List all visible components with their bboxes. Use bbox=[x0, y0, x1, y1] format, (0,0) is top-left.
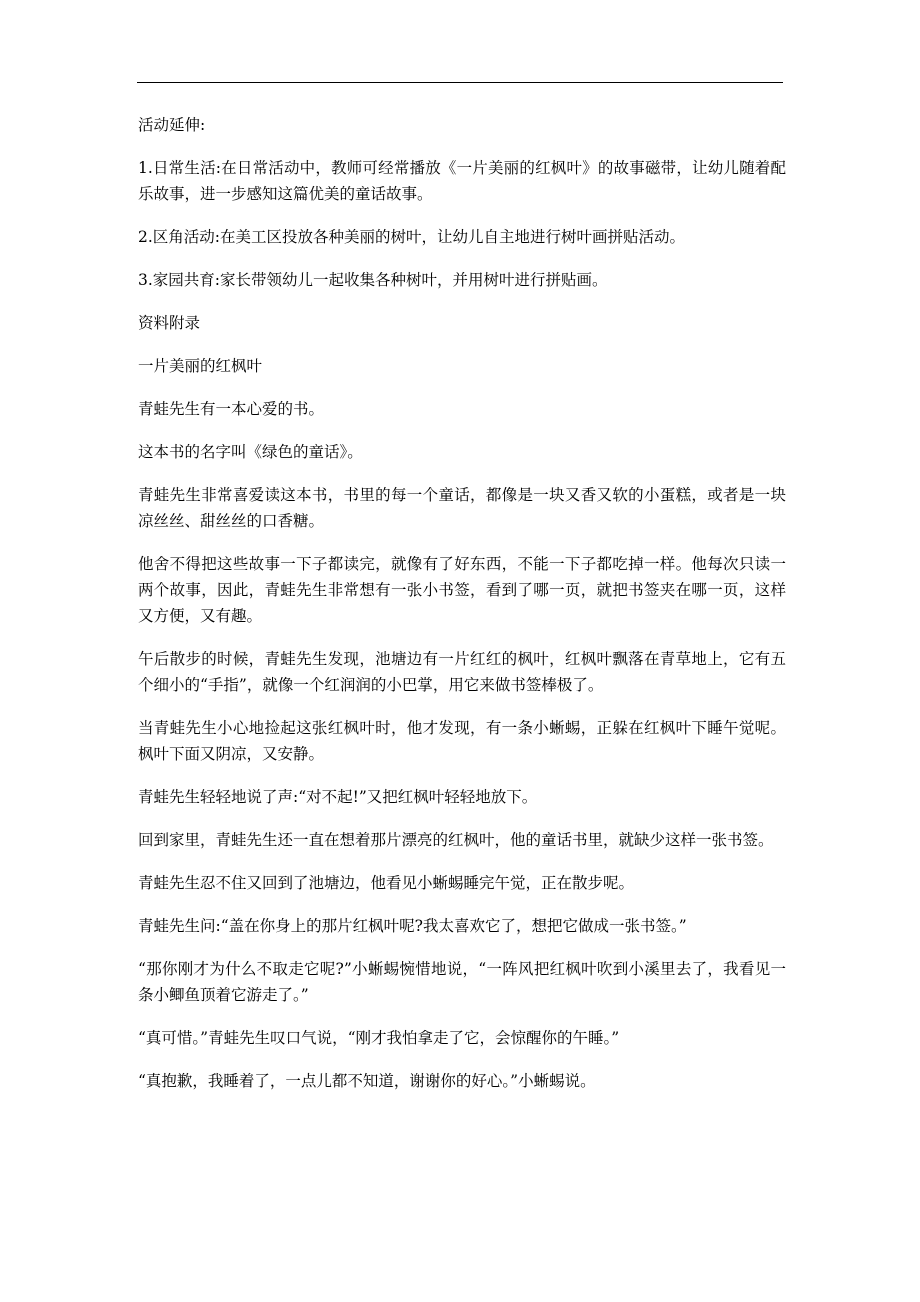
story-paragraph: 青蛙先生有一本心爱的书。 bbox=[138, 400, 325, 418]
story-paragraph: 青蛙先生轻轻地说了声:“对不起!”又把红枫叶轻轻地放下。 bbox=[138, 788, 538, 806]
story-paragraph: “那你刚才为什么不取走它呢?”小蜥蜴惋惜地说，“一阵风把红枫叶吹到小溪里去了，我看见一条小鲫鱼顶着它游走了。” bbox=[138, 960, 786, 1004]
section-heading-appendix: 资料附录 bbox=[138, 314, 201, 332]
story-paragraph: 回到家里，青蛙先生还一直在想着那片漂亮的红枫叶，他的童话书里，就缺少这样一张书签。 bbox=[138, 831, 774, 849]
story-paragraph: 青蛙先生忍不住又回到了池塘边，他看见小蜥蜴睡完午觉，正在散步呢。 bbox=[138, 874, 635, 892]
story-paragraph: “真可惜。”青蛙先生叹口气说，“刚才我怕拿走了它，会惊醒你的午睡。” bbox=[138, 1029, 620, 1047]
section-heading-activity-extension: 活动延伸: bbox=[138, 116, 206, 134]
story-paragraph: “真抱歉，我睡着了，一点儿都不知道，谢谢你的好心。”小蜥蜴说。 bbox=[138, 1072, 596, 1090]
story-paragraph: 青蛙先生非常喜爱读这本书，书里的每一个童话，都像是一块又香又软的小蛋糕，或者是一块凉丝丝、甜丝丝的口香糖。 bbox=[138, 486, 786, 530]
paragraph-corner-activity: 2.区角活动:在美工区投放各种美丽的树叶，让幼儿自主地进行树叶画拼贴活动。 bbox=[138, 228, 686, 246]
story-paragraph: 他舍不得把这些故事一下子都读完，就像有了好东西，不能一下子都吃掉一样。他每次只读一两个故事，因此，青蛙先生非常想有一张小书签，看到了哪一页，就把书签夹在哪一页，这样又方便，又有趣。 bbox=[138, 555, 786, 625]
story-paragraph: 青蛙先生问:“盖在你身上的那片红枫叶呢?我太喜欢它了，想把它做成一张书签。” bbox=[138, 917, 687, 935]
story-title: 一片美丽的红枫叶 bbox=[138, 357, 263, 375]
story-paragraph: 当青蛙先生小心地捡起这张红枫叶时，他才发现，有一条小蜥蜴，正躲在红枫叶下睡午觉呢。枫叶下面又阴凉，又安静。 bbox=[138, 719, 786, 763]
header-rule bbox=[137, 82, 783, 83]
paragraph-daily-life: 1.日常生活:在日常活动中，教师可经常播放《一片美丽的红枫叶》的故事磁带，让幼儿随着配乐故事，进一步感知这篇优美的童话故事。 bbox=[138, 159, 786, 203]
story-paragraph: 这本书的名字叫《绿色的童话》。 bbox=[138, 443, 363, 461]
document-body bbox=[138, 112, 786, 1111]
paragraph-home-school: 3.家园共育:家长带领幼儿一起收集各种树叶，并用树叶进行拼贴画。 bbox=[138, 271, 608, 289]
story-paragraph: 午后散步的时候，青蛙先生发现，池塘边有一片红红的枫叶，红枫叶飘落在青草地上，它有五个细小的“手指”，就像一个红润润的小巴掌，用它来做书签棒极了。 bbox=[138, 650, 786, 694]
